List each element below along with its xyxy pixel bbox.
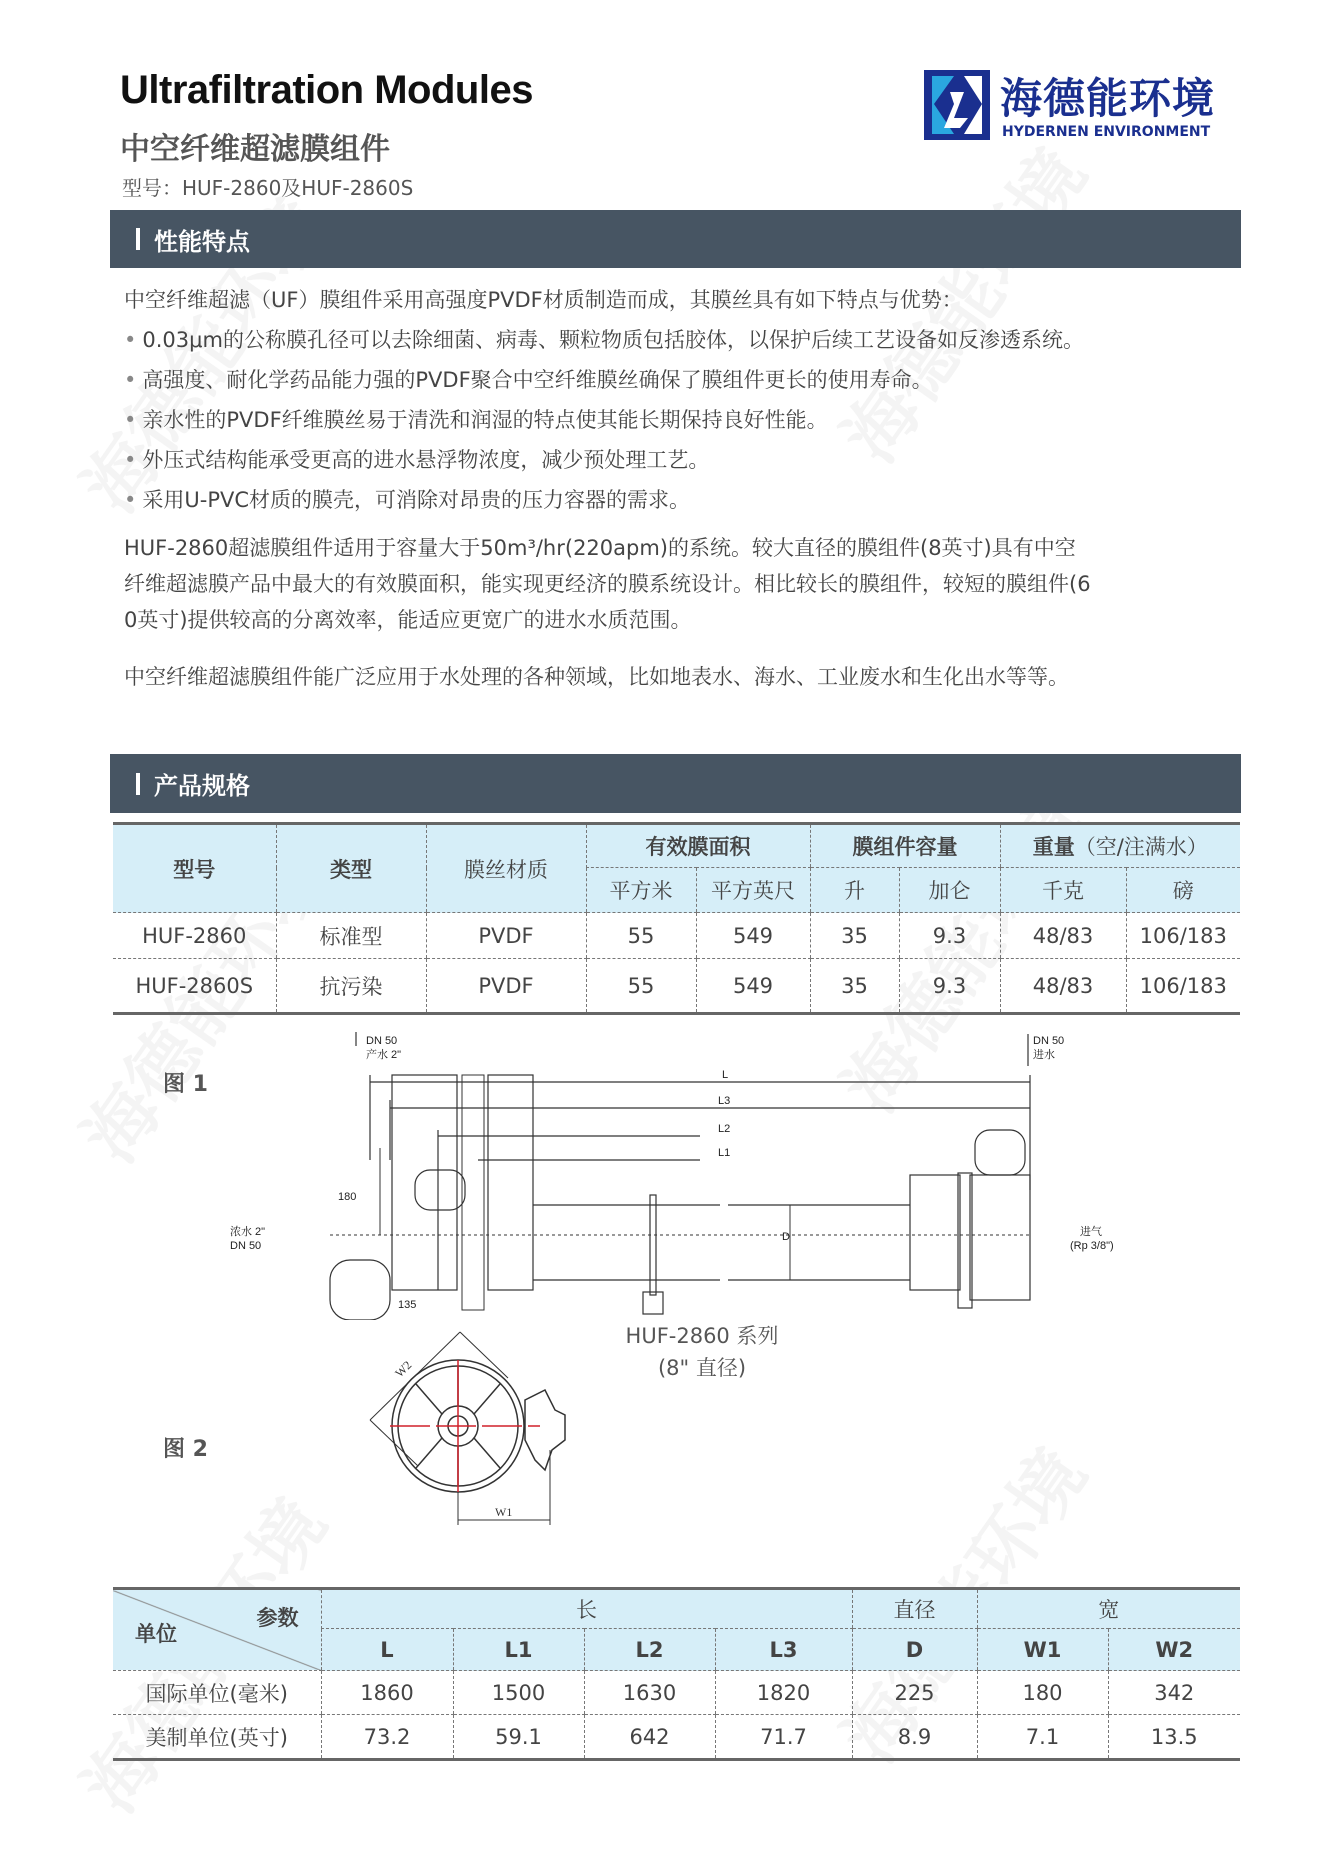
dim-180: 180 — [338, 1191, 357, 1203]
paragraph-line: 中空纤维超滤膜组件能广泛应用于水处理的各种领域，比如地表水、海水、工业废水和生化出水等等。 — [124, 665, 1069, 689]
cell: 标准型 — [276, 913, 426, 959]
cell: 73.2 — [321, 1715, 453, 1760]
bullet-item: • 0.03μm的公称膜孔径可以去除细菌、病毒、颗粒物质包括胶体，以保护后续工艺设备如反渗透系统。 — [124, 328, 1084, 352]
air-spec-label: (Rp 3/8") — [1070, 1240, 1114, 1252]
cell: 13.5 — [1108, 1715, 1240, 1760]
feed-water-label: 进水 — [1033, 1049, 1055, 1061]
col-header: D — [852, 1629, 977, 1671]
dim-W1: W1 — [495, 1505, 513, 1519]
cell: 1500 — [453, 1671, 584, 1715]
cell: PVDF — [426, 913, 586, 959]
spec-table — [113, 822, 1240, 1015]
header-type: 类型 — [276, 824, 426, 913]
cell: 225 — [852, 1671, 977, 1715]
cell: 59.1 — [453, 1715, 584, 1760]
col-header: L — [321, 1629, 453, 1671]
concentrate-label: 浓水 2" — [230, 1226, 266, 1238]
cell: 1630 — [584, 1671, 715, 1715]
concentrate-dn-label: DN 50 — [230, 1240, 262, 1252]
logo-cn: 海德能环境 — [1000, 74, 1216, 123]
subheader: 升 — [810, 868, 899, 913]
subheader: 磅 — [1126, 868, 1240, 913]
dim-D: D — [782, 1231, 790, 1243]
dim-135: 135 — [398, 1299, 417, 1311]
dn-right-label: DN 50 — [1033, 1035, 1065, 1047]
air-inlet-label: 进气 — [1080, 1226, 1102, 1238]
paragraph-line: HUF-2860超滤膜组件适用于容量大于50m³/hr(220apm)的系统。较大直径的膜组件(8英寸)具有中空 — [124, 536, 1076, 560]
dim-L1: L1 — [718, 1147, 731, 1159]
dim-W2: W2 — [392, 1357, 415, 1381]
cell: 549 — [696, 913, 810, 959]
page-title: Ultrafiltration Modules — [120, 68, 533, 112]
bullet-item: • 高强度、耐化学药品能力强的PVDF聚合中空纤维膜丝确保了膜组件更长的使用寿命。 — [124, 368, 933, 392]
cell: 642 — [584, 1715, 715, 1760]
figure-1-label: 图 1 — [163, 1072, 208, 1097]
cell: 48/83 — [1000, 913, 1126, 959]
section-header-features: 性能特点 — [110, 210, 1241, 268]
header-capacity: 膜组件容量 — [810, 824, 1000, 868]
cell: 55 — [586, 959, 696, 1014]
col-header: L1 — [453, 1629, 584, 1671]
dimension-table — [113, 1587, 1240, 1761]
col-header: L3 — [715, 1629, 852, 1671]
group-length: 长 — [321, 1589, 852, 1629]
dim-L3: L3 — [718, 1095, 731, 1107]
col-header: W2 — [1108, 1629, 1240, 1671]
intro-text: 中空纤维超滤（UF）膜组件采用高强度PVDF材质制造而成，其膜丝具有如下特点与优势： — [124, 288, 963, 312]
table-row — [113, 913, 1240, 959]
logo-mark-icon — [924, 70, 990, 140]
cell: 48/83 — [1000, 959, 1126, 1014]
cell: HUF-2860 — [113, 913, 276, 959]
header-weight: 重量（空/注满水） — [1000, 824, 1240, 868]
subheader: 平方英尺 — [696, 868, 810, 913]
cell: 1860 — [321, 1671, 453, 1715]
dn-left-label: DN 50 — [366, 1035, 398, 1047]
module-side-view-diagram — [230, 1030, 1180, 1320]
cell: 180 — [977, 1671, 1108, 1715]
bullet-item: • 外压式结构能承受更高的进水悬浮物浓度，减少预处理工艺。 — [124, 448, 710, 472]
product-water-label: 产水 2" — [366, 1049, 402, 1061]
cell: 8.9 — [852, 1715, 977, 1760]
dim-L: L — [722, 1069, 729, 1081]
caption-line1: HUF-2860 系列 — [625, 1324, 779, 1348]
subheader: 加仑 — [899, 868, 1000, 913]
logo — [924, 70, 1229, 142]
group-diameter: 直径 — [852, 1589, 977, 1629]
cell: 35 — [810, 959, 899, 1014]
corner-header: 参数 单位 — [113, 1589, 321, 1671]
cell: 抗污染 — [276, 959, 426, 1014]
model-line: 型号：HUF-2860及HUF-2860S — [122, 176, 414, 200]
header-material: 膜丝材质 — [426, 824, 586, 913]
page-subtitle: 中空纤维超滤膜组件 — [120, 132, 390, 167]
logo-en: HYDERNEN ENVIRONMENT — [1002, 124, 1211, 140]
table-row — [113, 1671, 1240, 1715]
figure-2-label: 图 2 — [163, 1437, 208, 1462]
cell: 1820 — [715, 1671, 852, 1715]
paragraph-line: 0英寸)提供较高的分离效率，能适应更宽广的进水水质范围。 — [124, 608, 692, 632]
bullet-item: • 采用U-PVC材质的膜壳，可消除对昂贵的压力容器的需求。 — [124, 488, 691, 512]
dim-L2: L2 — [718, 1123, 731, 1135]
section-header-specs: 产品规格 — [110, 754, 1241, 813]
header-model: 型号 — [113, 824, 276, 913]
subheader: 千克 — [1000, 868, 1126, 913]
paragraph-line: 纤维超滤膜产品中最大的有效膜面积，能实现更经济的膜系统设计。相比较长的膜组件，较短的膜组件(6 — [124, 572, 1091, 596]
col-header: L2 — [584, 1629, 715, 1671]
cell: 7.1 — [977, 1715, 1108, 1760]
cell: 106/183 — [1126, 959, 1240, 1014]
cell: PVDF — [426, 959, 586, 1014]
group-width: 宽 — [977, 1589, 1240, 1629]
caption-line2: (8" 直径) — [657, 1356, 747, 1380]
row-unit: 美制单位(英寸) — [145, 1725, 288, 1750]
cell: 35 — [810, 913, 899, 959]
cell: 549 — [696, 959, 810, 1014]
header-area: 有效膜面积 — [586, 824, 810, 868]
bullet-item: • 亲水性的PVDF纤维膜丝易于清洗和润湿的特点使其能长期保持良好性能。 — [124, 408, 828, 432]
cell: 106/183 — [1126, 913, 1240, 959]
row-unit: 国际单位(毫米) — [113, 1671, 321, 1715]
table-row — [113, 959, 1240, 1014]
col-header: W1 — [977, 1629, 1108, 1671]
cell: 71.7 — [715, 1715, 852, 1760]
cell: 55 — [586, 913, 696, 959]
cell: HUF-2860S — [135, 973, 254, 998]
subheader: 平方米 — [586, 868, 696, 913]
cell: 342 — [1108, 1671, 1240, 1715]
cell: 9.3 — [899, 913, 1000, 959]
table-row — [113, 1715, 1240, 1760]
module-end-view-diagram — [340, 1320, 580, 1545]
cell: 9.3 — [899, 959, 1000, 1014]
